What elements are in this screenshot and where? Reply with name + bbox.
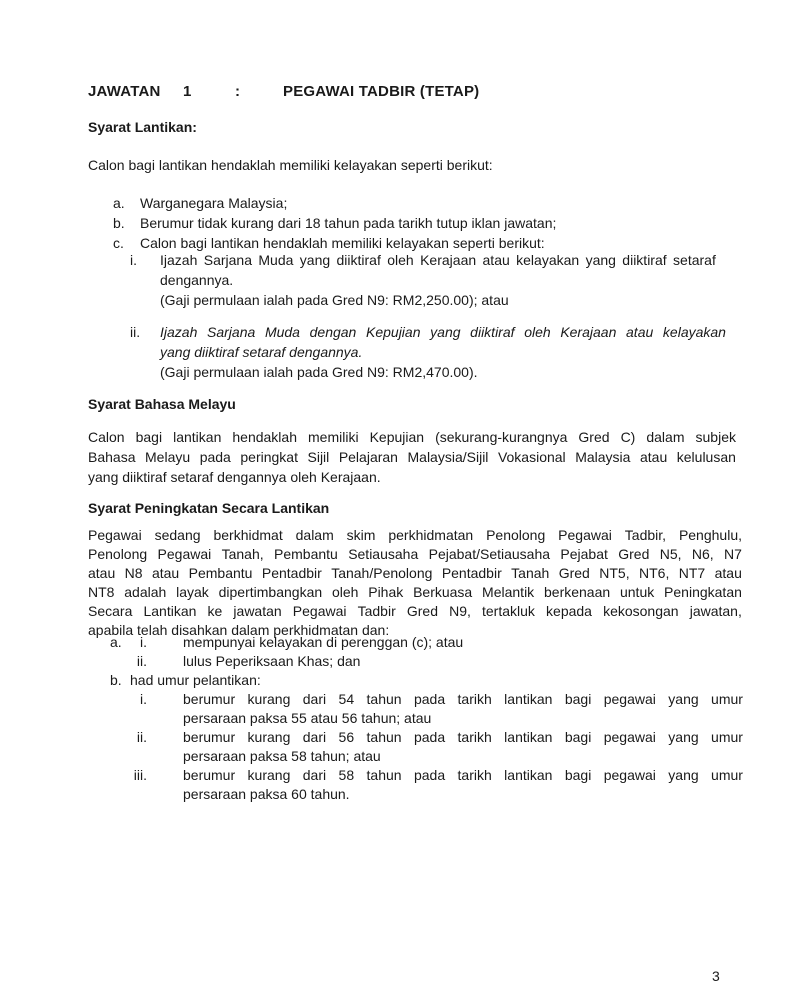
plist-marker-a-i: i. <box>140 634 147 650</box>
plist-marker-b: b. <box>110 672 122 688</box>
peningkatan-paragraph: Pegawai sedang berkhidmat dalam skim perkhidmatan Penolong Pegawai Tadbir, Penghulu, Penolong Pegawai Tanah, Pembantu Setiausaha Pejabat/Setiausaha Pejabat Gred N5, N6, N7 atau N8 atau Pembantu Pentadbir Tanah/Penolong Pentadbir Tanah Gred NT5, NT6, NT7 atau NT8 adalah layak dipertimbangkan oleh Pihak Berkuasa Melantik berkenaan untuk Peningkatan Secara Lantikan ke jawatan Pegawai Tadbir Gred N9, tertakluk kepada kekosongan jawatan, apabila telah disahkan dalam perkhidmatan dan: <box>88 527 742 638</box>
list-marker-a: a. <box>113 195 125 211</box>
list-item-a: Warganegara Malaysia; <box>140 195 288 211</box>
sublist-marker-i: i. <box>130 252 137 268</box>
heading-syarat-bahasa-melayu: Syarat Bahasa Melayu <box>88 396 236 412</box>
plist-item-b-iii: berumur kurang dari 58 tahun pada tarikh lantikan bagi pegawai yang umur persaraan paksa 60 tahun. <box>183 767 743 802</box>
plist-item-b-ii: berumur kurang dari 56 tahun pada tarikh lantikan bagi pegawai yang umur persaraan paksa 58 tahun; atau <box>183 729 743 764</box>
plist-marker-a-ii: ii. <box>136 653 147 669</box>
job-title-label: JAWATAN <box>88 83 161 100</box>
list-marker-c: c. <box>113 235 124 251</box>
sublist-item-i: Ijazah Sarjana Muda yang diiktiraf oleh Kerajaan atau kelayakan yang diiktiraf setaraf dengannya. (Gaji permulaan ialah pada Gred N9: RM2,250.00); atau <box>160 252 716 308</box>
job-title-number: 1 <box>183 83 192 100</box>
plist-marker-b-iii: iii. <box>133 767 147 783</box>
plist-item-a-i: mempunyai kelayakan di perenggan (c); atau <box>183 634 464 650</box>
sublist-marker-ii: ii. <box>130 324 141 340</box>
lantikan-intro: Calon bagi lantikan hendaklah memiliki kelayakan seperti berikut: <box>88 157 493 173</box>
bahasa-paragraph: Calon bagi lantikan hendaklah memiliki Kepujian (sekurang-kurangnya Gred C) dalam subjek Bahasa Melayu pada peringkat Sijil Pelajaran Malaysia/Sijil Vokasional Malaysia atau kelulusan yang diiktiraf setaraf dengannya oleh Kerajaan. <box>88 429 736 485</box>
list-item-b: Berumur tidak kurang dari 18 tahun pada tarikh tutup iklan jawatan; <box>140 215 557 231</box>
plist-marker-b-i: i. <box>140 691 147 707</box>
page-number: 3 <box>712 968 720 984</box>
heading-syarat-lantikan: Syarat Lantikan: <box>88 119 197 135</box>
plist-marker-b-ii: ii. <box>136 729 147 745</box>
sublist-item-ii: Ijazah Sarjana Muda dengan Kepujian yang diiktiraf oleh Kerajaan atau kelayakan yang diiktiraf setaraf dengannya. (Gaji permulaan ialah pada Gred N9: RM2,470.00). <box>160 324 726 380</box>
plist-item-b-i: berumur kurang dari 54 tahun pada tarikh lantikan bagi pegawai yang umur persaraan paksa 55 atau 56 tahun; atau <box>183 691 743 726</box>
job-title-separator: : <box>235 83 241 100</box>
heading-syarat-peningkatan: Syarat Peningkatan Secara Lantikan <box>88 500 330 516</box>
job-title-position: PEGAWAI TADBIR (TETAP) <box>283 83 480 100</box>
list-item-c: Calon bagi lantikan hendaklah memiliki kelayakan seperti berikut: <box>140 235 545 251</box>
plist-marker-a: a. <box>110 634 122 650</box>
job-title-row <box>88 82 648 102</box>
plist-item-a-ii: lulus Peperiksaan Khas; dan <box>183 653 361 669</box>
list-marker-b: b. <box>113 215 125 231</box>
plist-item-b: had umur pelantikan: <box>130 672 261 688</box>
